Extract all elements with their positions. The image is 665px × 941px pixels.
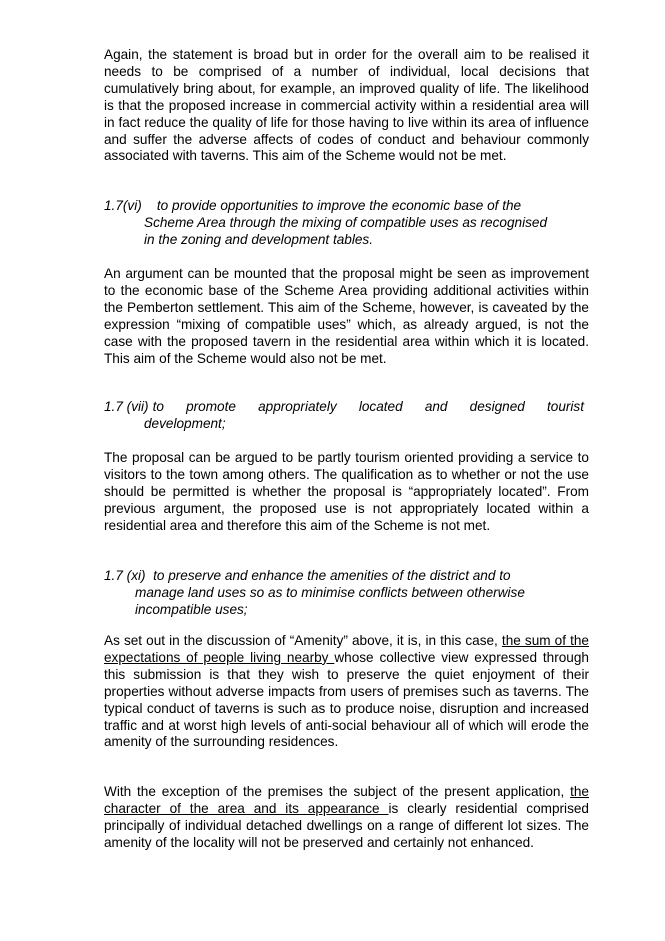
- aim-text-line3: incompatible uses;: [135, 601, 248, 617]
- aim-text-line1: to provide opportunities to improve the economic base of the: [156, 198, 522, 213]
- aim-text-line3: in the zoning and development tables.: [144, 231, 373, 247]
- aim-number: 1.7 (vii): [104, 399, 149, 414]
- aim-text-line2: manage land uses so as to minimise conflicts between otherwise: [135, 584, 525, 600]
- paragraph-tourism: The proposal can be argued to be partly tourism oriented providing a service to visitors to the town among others. The qualification as to whether or not the use should be permitted is whether the proposal is “appropriately located”. From previous argument, the proposed use is not appropriately located within a residential area and therefore this aim of the Scheme is not met.: [104, 450, 589, 533]
- aim-text-line1: to promote appropriately located and designed tourist: [152, 399, 584, 414]
- aim-number: 1.7(vi): [104, 198, 142, 213]
- paragraph-amenity: As set out in the discussion of “Amenity” above, it is, in this case, the sum of the expectations of people living nearby whose collective view expressed through this submission is that they wish to preserve the quiet enjoyment of their properties without adverse impacts from users of premises such as taverns. The typical conduct of taverns is such as to produce noise, disruption and increased traffic and at worst high levels of anti-social behaviour all of which will erode the amenity of the surrounding residences.: [104, 633, 589, 750]
- scheme-aim-heading-vi: [104, 198, 584, 249]
- paragraph-character: With the exception of the premises the subject of the present application, the character of the area and its appearance is clearly residential comprised principally of individual detached dwellings on a range of different lot sizes. The amenity of the locality will not be preserved and certainly not enhanced.: [104, 784, 589, 850]
- paragraph-economic-base: An argument can be mounted that the proposal might be seen as improvement to the economic base of the Scheme Area providing additional activities within the Pemberton settlement. This aim of the Scheme, however, is caveated by the expression “mixing of compatible uses” which, as already argued, is not the case with the proposed tavern in the residential area within which it is located. This aim of the Scheme would also not be met.: [104, 266, 589, 366]
- underlined-phrase: the character of the area and its appearance: [104, 784, 589, 816]
- aim-number: 1.7 (xi): [104, 568, 146, 583]
- underlined-phrase: the sum of the expectations of people living nearby: [104, 633, 589, 665]
- scheme-aim-heading-xi: [104, 568, 584, 619]
- paragraph-overall-aim: Again, the statement is broad but in order for the overall aim to be realised it needs to be comprised of a number of individual, local decisions that cumulatively bring about, for example, an improved quality of life. The likelihood is that the proposed increase in commercial activity within a residential area will in fact reduce the quality of life for those having to live within its area of influence and suffer the adverse affects of codes of conduct and behaviour commonly associated with taverns. This aim of the Scheme would not be met.: [104, 47, 589, 164]
- aim-text-line1: to preserve and enhance the amenities of the district and to: [153, 568, 511, 583]
- aim-text-line2: Scheme Area through the mixing of compatible uses as recognised: [144, 214, 548, 230]
- scheme-aim-heading-vii: [104, 399, 584, 433]
- aim-text-line2: development;: [144, 415, 226, 431]
